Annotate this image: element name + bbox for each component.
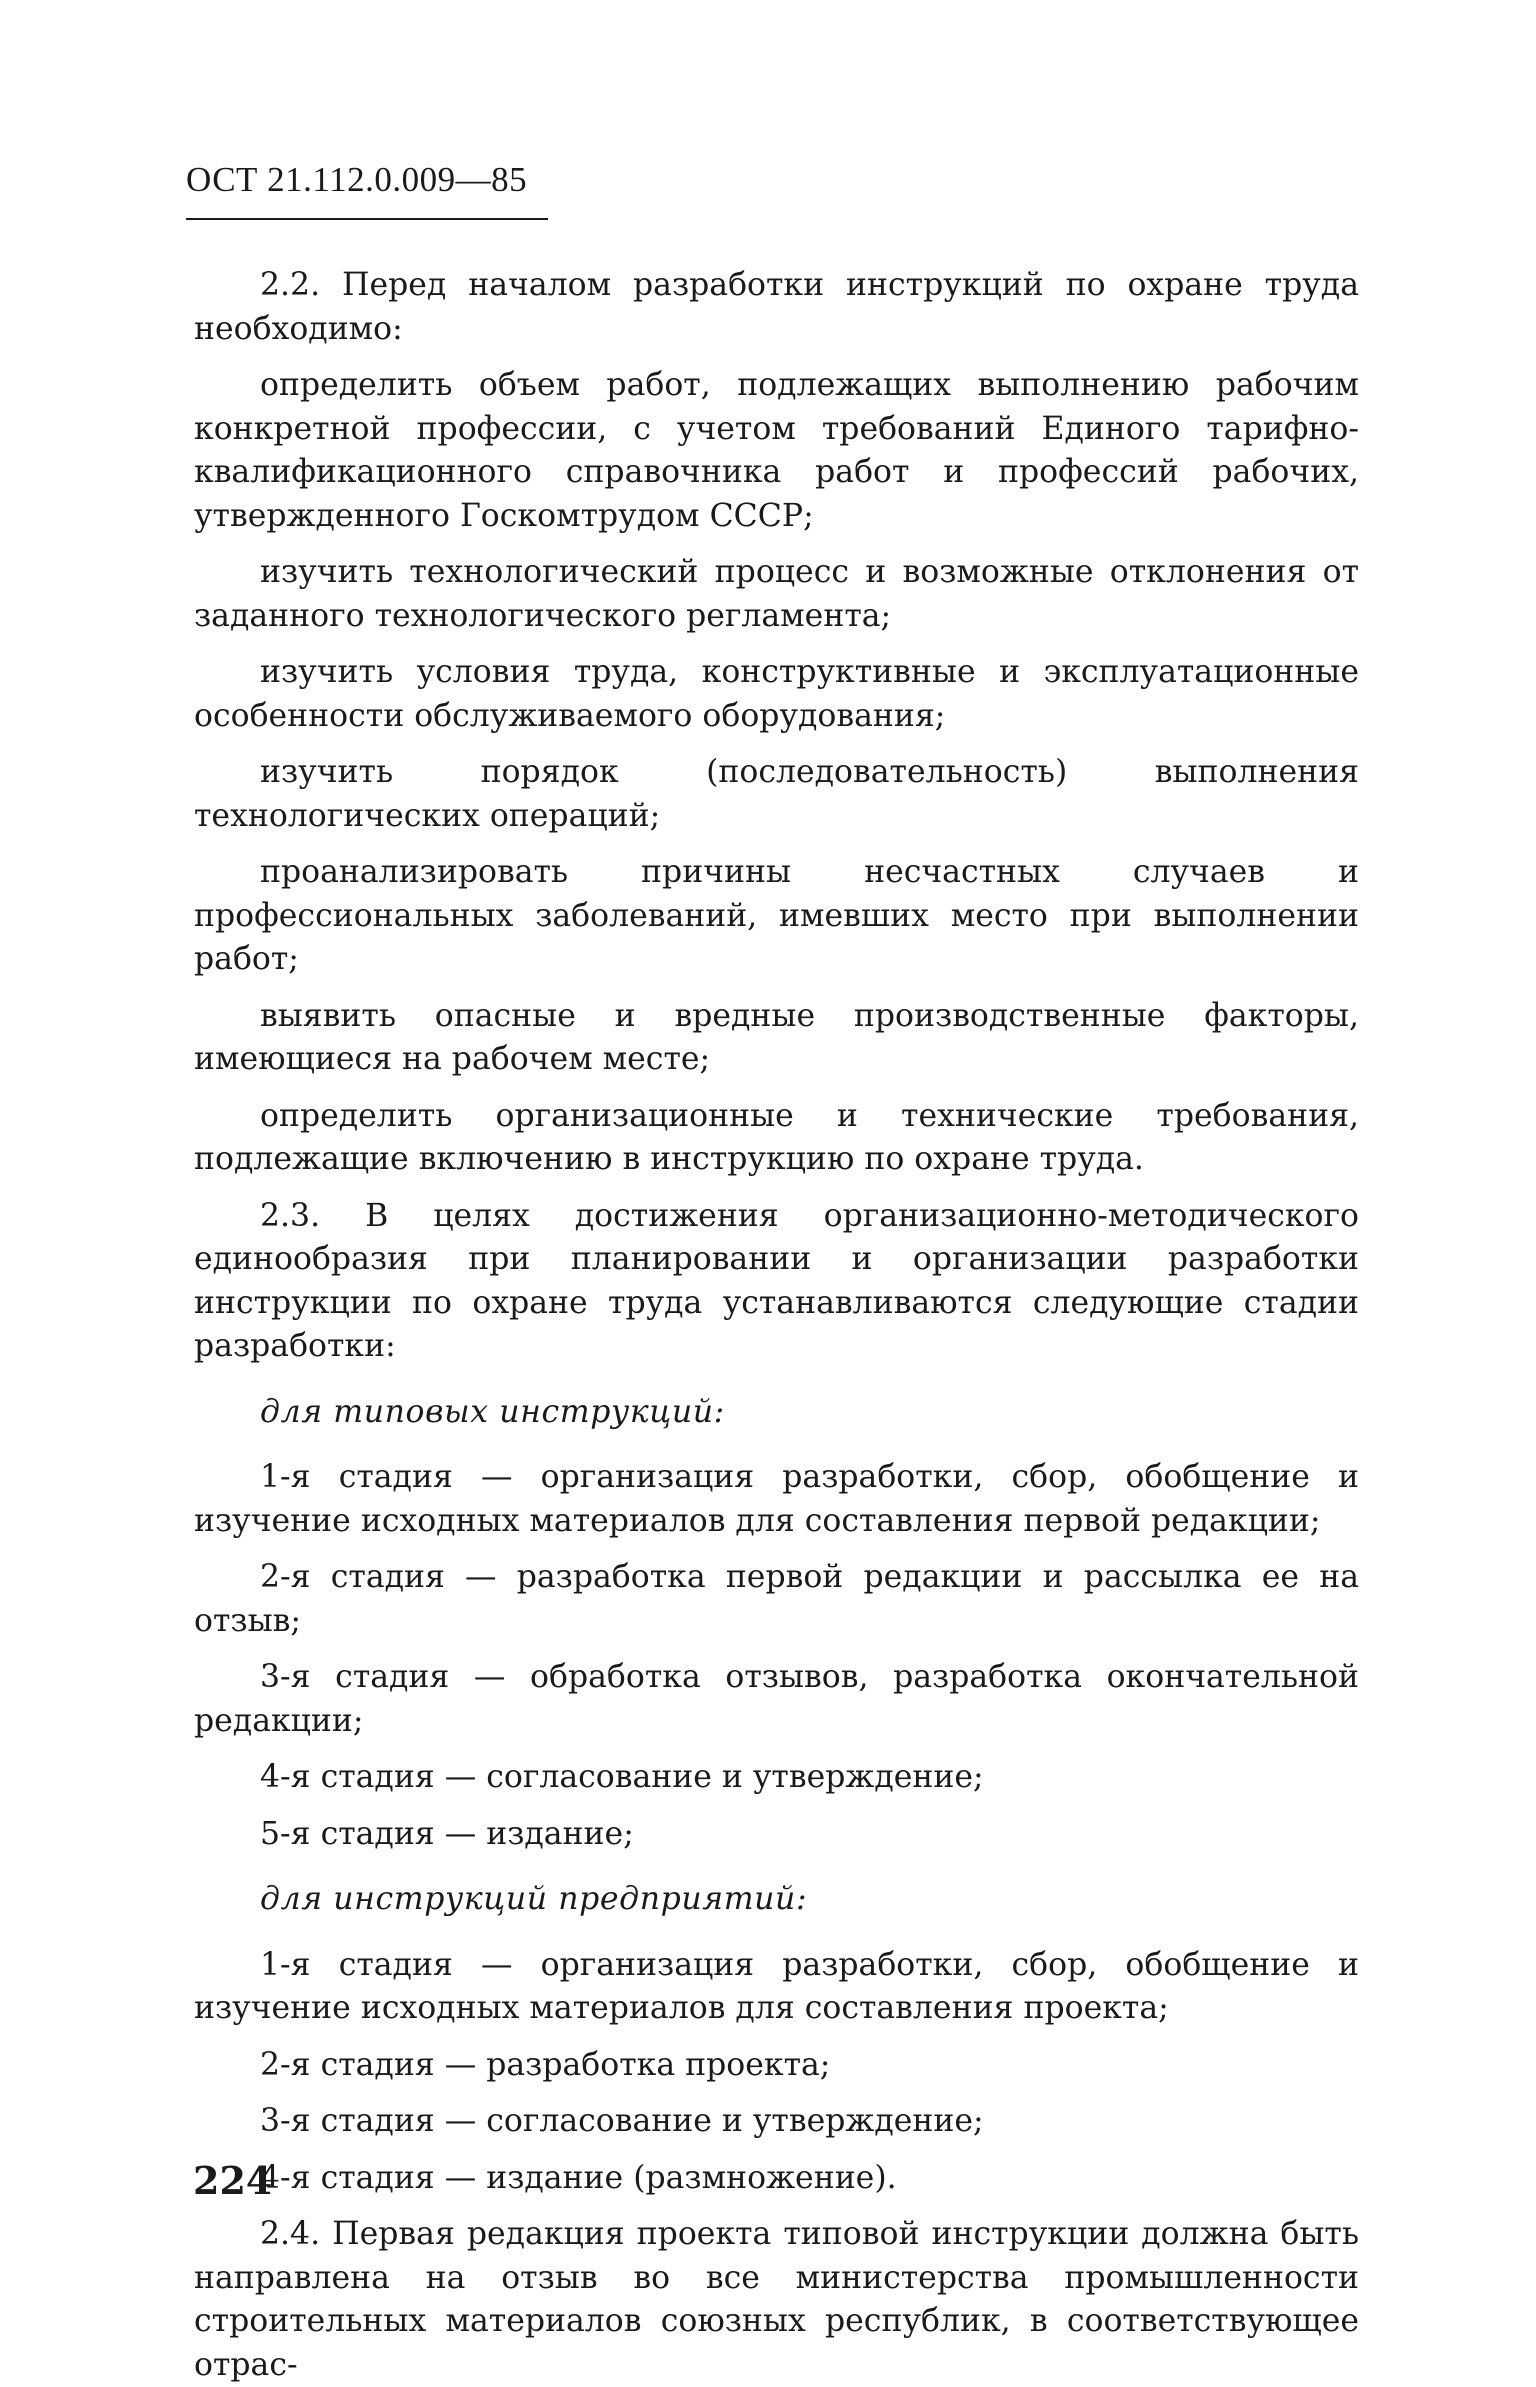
typical-instructions-heading: для типовых инструкций: — [260, 1393, 725, 1430]
list-item: изучить порядок (последовательность) выполнения технологических операций; — [194, 754, 1359, 834]
stage-item: 4-я стадия — согласование и утверждение; — [260, 1759, 984, 1795]
list-item: определить объем работ, подлежащих выполнению рабочим конкретной профессии, с учетом требований Единого тарифно-квалификационного справочника работ и профессий рабочих, утвержденного Госкомтрудом СССР; — [194, 367, 1359, 534]
page-number: 224 — [193, 2158, 273, 2203]
enterprise-instructions-heading: для инструкций предприятий: — [260, 1881, 808, 1917]
stage-item: 5-я стадия — издание; — [260, 1815, 634, 1852]
stage-item: 2-я стадия — разработка первой редакции и рассылка ее на отзыв; — [194, 1559, 1359, 1639]
list-item: проанализировать причины несчастных случаев и профессиональных заболеваний, имевших место при выполнении работ; — [194, 854, 1359, 977]
stage-item: 3-я стадия — обработка отзывов, разработка окончательной редакции; — [194, 1659, 1359, 1739]
section-2-4-text: 2.4. Первая редакция проекта типовой инструкции должна быть направлена на отзыв во все министерства промышленности строительных материалов союзных республик, в соответствующее отрас- — [194, 2216, 1359, 2383]
stage-item: 2-я стадия — разработка проекта; — [260, 2046, 831, 2083]
stage-item: 1-я стадия — организация разработки, сбор, обобщение и изучение исходных материалов для составления проекта; — [194, 1946, 1359, 2026]
list-item: определить организационные и технические требования, подлежащие включению в инструкцию по охране труда. — [194, 1097, 1359, 1177]
document-body — [194, 264, 1359, 2387]
list-item: изучить условия труда, конструктивные и эксплуатационные особенности обслуживаемого оборудования; — [194, 654, 1359, 734]
stage-item: 4-я стадия — издание (размножение). — [260, 2159, 897, 2196]
list-item: изучить технологический процесс и возможные отклонения от заданного технологического регламента; — [194, 554, 1359, 634]
stage-item: 3-я стадия — согласование и утверждение; — [260, 2103, 984, 2139]
list-item: выявить опасные и вредные производственные факторы, имеющиеся на рабочем месте; — [194, 997, 1359, 1077]
section-2-3-intro: 2.3. В целях достижения организационно-методического единообразия при планировании и организации разработки инструкции по охране труда устанавливаются следующие стадии разработки: — [194, 1197, 1359, 1364]
standard-code-header: ОСТ 21.112.0.009—85 — [186, 160, 528, 199]
stage-item: 1-я стадия — организация разработки, сбор, обобщение и изучение исходных материалов для составления первой редакции; — [194, 1459, 1359, 1539]
section-2-2-intro: 2.2. Перед началом разработки инструкций по охране труда необходимо: — [194, 267, 1359, 347]
header-rule — [186, 218, 548, 220]
